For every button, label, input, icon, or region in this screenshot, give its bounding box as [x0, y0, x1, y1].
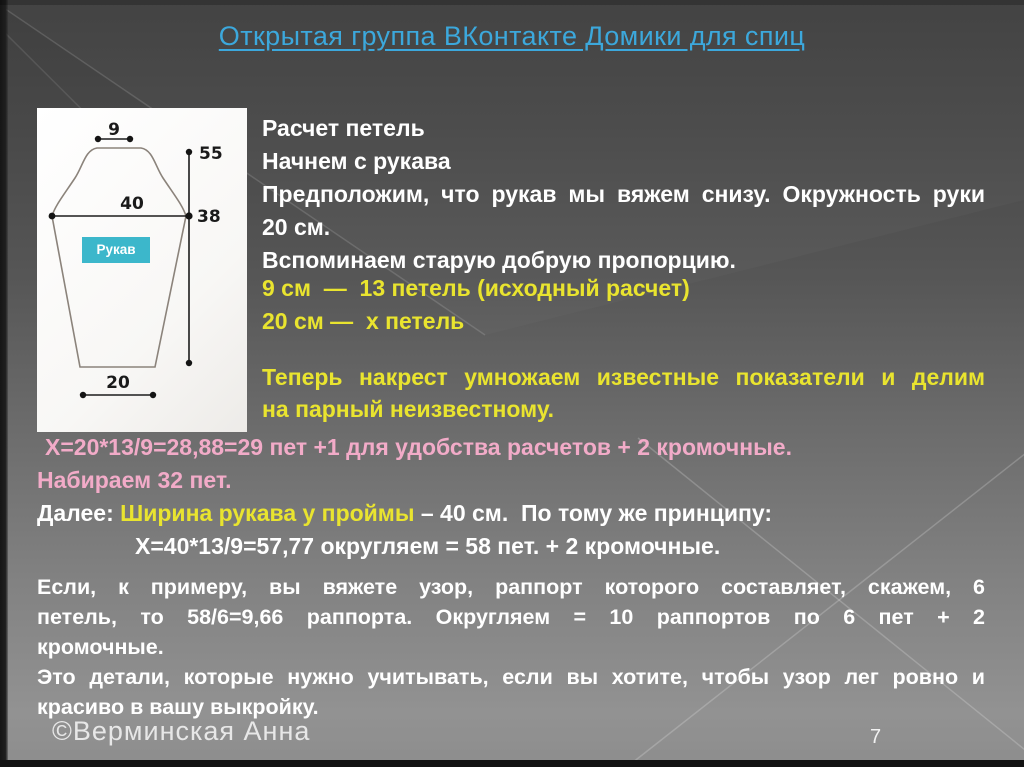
- sleeve-pattern-image: [37, 108, 247, 432]
- dim-dot: [49, 213, 56, 220]
- dim-bottom-width-value: 20: [106, 373, 130, 393]
- rule-text-block: [262, 361, 985, 425]
- dim-lower-height-value: 38: [197, 207, 221, 227]
- text-line: Предположим, что рукав мы вяжем снизу. Окружность руки: [262, 181, 985, 207]
- dim-dot: [186, 149, 192, 155]
- text-line: Вспоминаем старую добрую пропорцию.: [262, 247, 736, 273]
- text-line: петель, то 58/6=9,66 раппорта. Округляем = 10 раппортов по 6 пет + 2: [37, 605, 985, 629]
- text-line: на парный неизвестному.: [262, 396, 555, 422]
- dim-dot: [150, 392, 156, 398]
- slide-title-link[interactable]: Открытая группа ВКонтакте Домики для спиц: [218, 21, 806, 51]
- sleeve-label: Рукав: [96, 242, 136, 257]
- text-line: [37, 497, 985, 530]
- text-line: красиво в вашу выкройку.: [37, 695, 319, 719]
- text-line: Это детали, которые нужно учитывать, если вы хотите, чтобы узор лег ровно и: [37, 665, 985, 689]
- text-line: Расчет петель: [262, 115, 425, 141]
- proportion-text-block: [262, 272, 985, 338]
- page-number: 7: [870, 726, 882, 748]
- dim-total-height-value: 55: [199, 144, 223, 164]
- bottom-edge-bar: [0, 760, 1024, 767]
- text-line: Х=40*13/9=57,77 округляем = 58 пет. + 2 кромочные.: [135, 533, 721, 559]
- top-edge-bar: [0, 0, 1024, 5]
- calculation-text-block: [37, 431, 985, 563]
- dim-dot: [185, 212, 192, 219]
- dim-top-width-value: 9: [108, 120, 120, 140]
- dim-dot: [95, 136, 101, 142]
- text-segment: Далее:: [37, 500, 121, 526]
- highlighted-text-segment: Ширина рукава у проймы: [120, 500, 415, 526]
- text-line: Теперь накрест умножаем известные показатели и делим: [262, 364, 985, 390]
- intro-text-block: [262, 112, 985, 277]
- left-edge-bar: [0, 0, 8, 767]
- text-line: Начнем с рукава: [262, 148, 451, 174]
- outro-text-block: [37, 572, 985, 722]
- text-line: 20 см.: [262, 214, 331, 240]
- dim-dot: [127, 136, 133, 142]
- dim-dot: [186, 360, 192, 366]
- text-line: 9 см — 13 петель (исходный расчет): [262, 275, 690, 301]
- text-line: Набираем 32 пет.: [37, 467, 232, 493]
- text-line: кромочные.: [37, 635, 164, 659]
- text-line: Если, к примеру, вы вяжете узор, раппорт которого составляет, скажем, 6: [37, 575, 985, 599]
- text-segment: – 40 см. По тому же принципу:: [414, 500, 773, 526]
- dim-mid-width-value: 40: [120, 194, 144, 214]
- text-line: Х=20*13/9=28,88=29 пет +1 для удобства расчетов + 2 кромочные.: [45, 434, 792, 460]
- text-line: 20 см — х петель: [262, 308, 465, 334]
- dim-dot: [80, 392, 86, 398]
- author-credit: ©Верминская Анна: [52, 716, 311, 746]
